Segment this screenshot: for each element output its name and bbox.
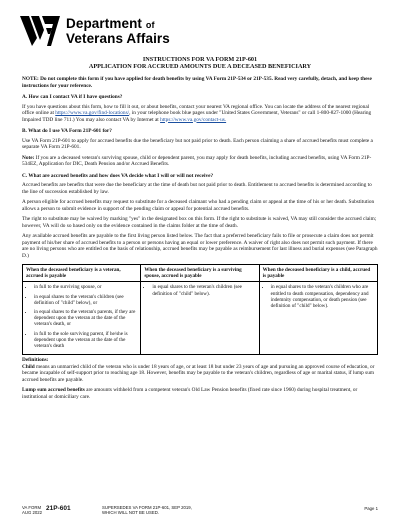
footer-supersedes-line1: SUPERSEDES VA FORM 21P-601, SEP 2019, [102,505,192,510]
section-b-note [22,155,378,168]
section-c-para2: A person eligible for accrued benefits may request to substitute for a deceased claimant who had a pending claim or appeal at the time of his or her death. Substitution allows a person to submit evidence in support of the pending claim or appeal for potential accrued benefits. [22,199,375,212]
logo-of: of [145,20,155,30]
section-a-text-2: , in your telephone book blue pages under "United States Government, Veterans" or call 1-800-827-1000 (Hearing Impaired TDD line 711.) You may also contact VA by Internet at [22,110,372,123]
definition-lumpsum-label: Lump sum accrued benefits [22,387,85,394]
list-item: • in full to the sole surviving parent, if he/she is dependent upon the veteran at the date of the veteran's death [34,331,137,350]
section-a-heading: A. How can I contact VA if I have questions? [22,94,123,100]
definition-child [22,364,378,384]
definition-child-text: means an unmarried child of the veteran who is under 18 years of age, or at least 18 but under 23 years of age and pursuing an approved course of education, or became incapable of self-support prior to reaching age 18. However, benefits may be payable to the veteran's children, regardless of age or marital status, if lump sum accrued benefits are payable. [22,363,375,383]
section-b-note-label: Note: [22,154,35,161]
find-locations-link[interactable]: https://www.va.gov/find-locations/ [55,110,130,116]
footer-va-form-label: VA FORM [22,505,42,510]
footer-page-number: Page 1 [364,506,378,511]
section-c-para4: Any available accrued benefits are payable to the first living person listed below. The fact that a preferred beneficiary fails to file or prosecute a claim does not permit payment of his/her share of accrued benefits to a person or persons having an equal or lower preference. A waiver of right also does not permit such payment. If there are no living persons who are entitled on the basis of relationship, accrued benefits may be payable as reimbursement for last illness and burial expenses (see Paragraph D.) [22,233,378,259]
section-c-para1: Accrued benefits are benefits that were due the beneficiary at the time of death but not paid prior to death. Entitlement to accrued benefits is determined according to the line of succession established by law. [22,182,372,195]
definition-lumpsum [22,387,378,400]
list-item: • in equal shares to the veteran's children who are entitled to death compensation, dependency and indemnity compensation, or death pension (see definition of "child" below). [271,284,374,309]
va-seal-icon [20,16,60,46]
definition-child-label: Child [22,363,35,370]
footer-date: AUG 2022 [22,510,43,515]
section-b-heading: B. What do I use VA Form 21P-601 for? [22,128,112,134]
table-header-veteran: When the deceased beneficiary is a veteran, accrued is payable [23,265,141,282]
section-c-heading: C. What are accrued benefits and how does VA decide what I will or will not receive? [22,172,214,179]
instructions-content [22,56,378,404]
table-cell-veteran [23,282,141,355]
contact-us-link[interactable]: https://www.va.gov/contact-us. [160,116,227,123]
section-a-text-1: If you have questions about this form, how to fill it out, or about benefits, contact your nearest VA regional office. You can locate the address of the nearest regional office online at [22,103,370,116]
list-item: • in equal shares to the veteran's parents, if they are dependent upon the veteran at the date of the veteran's death, or [34,309,137,328]
footer-form-number: 21P-601 [46,505,71,512]
logo-line2: Veterans Affairs [66,31,170,46]
list-item: • in equal shares to the veteran's children (see definition of "child" below), or [34,294,137,306]
definition-lumpsum-text: are amounts withheld from a competent veteran's Old Law Pension benefits (fixed rate since 1960) during hospital treatment, or institutional or domiciliary care. [22,387,358,400]
table-cell-child [259,282,377,355]
title-line2: APPLICATION FOR ACCRUED AMOUNTS DUE A DECEASED BENEFICIARY [88,63,312,70]
section-c-para3: The right to substitute may be waived by marking "yes" in the designated box on this form. If the right to substitute is waived, VA may still consider the accrued claim; however, VA will do so based only on the evidence contained in the claims folder at the time of death. [22,216,377,229]
definitions-heading: Definitions: [22,357,49,364]
list-item: • in equal shares to the veteran's children (see definition of "child" below). [152,284,255,296]
va-logo [20,12,170,50]
logo-line1-prefix: Department [66,16,143,31]
section-b-note-text: If you are a deceased veteran's surviving spouse, child or dependent parent, you may apply for death benefits, including accrued benefits, using VA Form 21P-534EZ, Application for DIC, Death Pension and/or Accrued Benefits. [22,154,372,167]
table-header-spouse: When the deceased beneficiary is a surviving spouse, accrued is payable [141,265,259,282]
title-line1: INSTRUCTIONS FOR VA FORM 21P-601 [142,56,258,63]
list-item: • in full to the surviving spouse, or [34,284,137,290]
succession-table [22,264,378,355]
section-b-para1: Use VA Form 21P-601 to apply for accrued benefits due the beneficiary but not paid prior to death. Each person claiming a share of accrued benefits must complete a separate VA Form 21P-601. [22,137,373,150]
footer-supersedes-line2: WHICH WILL NOT BE USED. [102,510,160,515]
intro-note: NOTE: Do not complete this form if you have applied for death benefits by using VA Form 21P-534 or 21P-535. Read very carefully, detach, and keep these instructions for your reference. [22,76,372,89]
table-header-child: When the deceased beneficiary is a child, accrued is payable [259,265,377,282]
table-cell-spouse [141,282,259,355]
section-a-text [22,104,378,124]
